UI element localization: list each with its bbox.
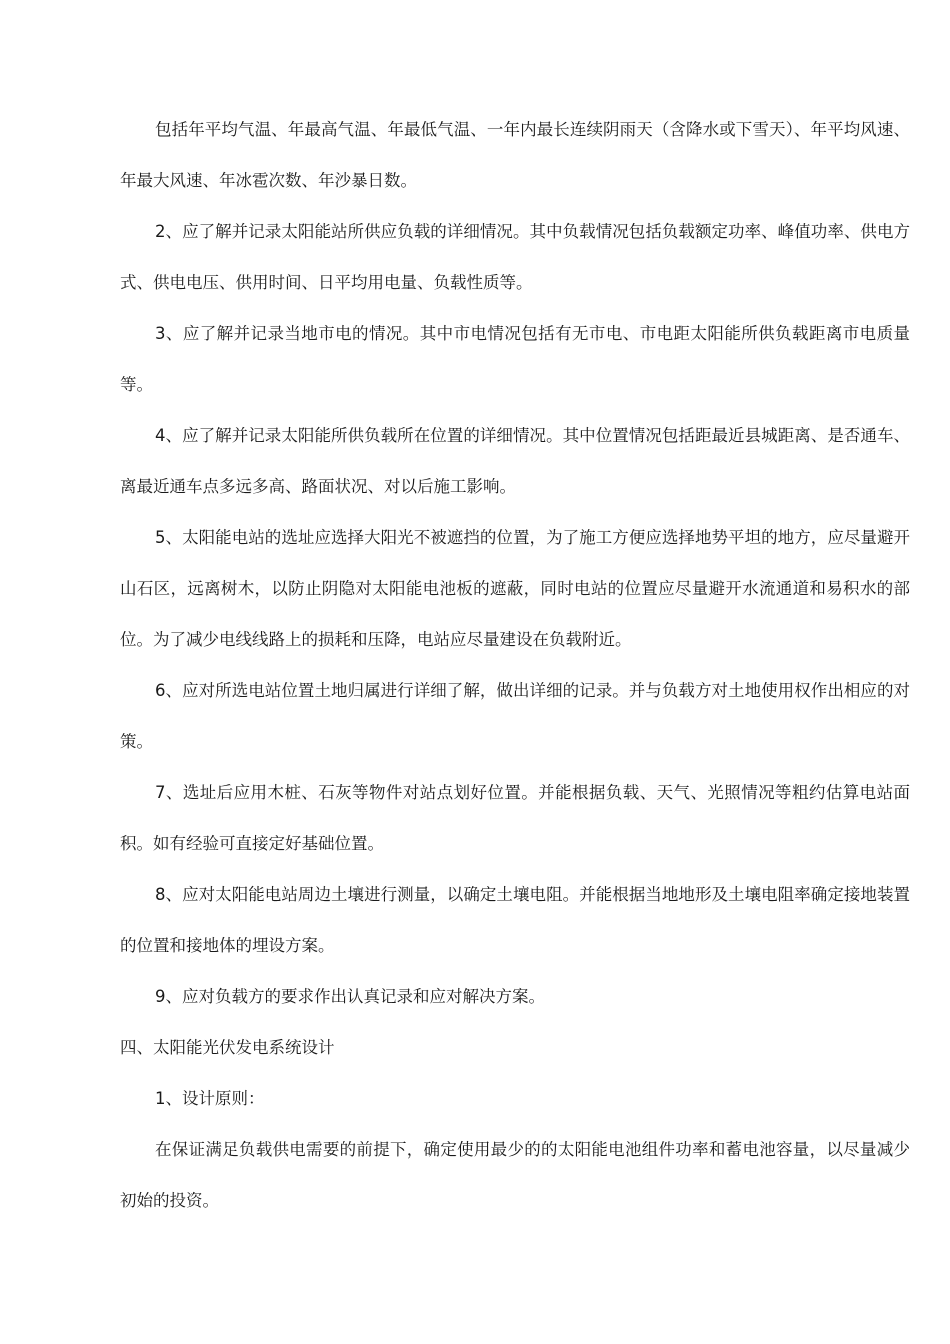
paragraph-item-5-site-selection: 5、太阳能电站的选址应选择大阳光不被遮挡的位置，为了施工方便应选择地势平坦的地方，应尽量避开山石区，远离树木，以防止阴隐对太阳能电池板的遮蔽，同时电站的位置应尽量避开水流通道和易积水的部位。为了减少电线线路上的损耗和压降，电站应尽量建设在负载附近。	[120, 528, 910, 649]
section-heading-system-design: 四、太阳能光伏发电系统设计	[120, 1038, 335, 1057]
paragraph-item-8-soil: 8、应对太阳能电站周边土壤进行测量，以确定土壤电阻。并能根据当地地形及土壤电阻率确定接地装置的位置和接地体的埋设方案。	[120, 885, 910, 955]
paragraph-item-7-marking: 7、选址后应用木桩、石灰等物件对站点划好位置。并能根据负载、天气、光照情况等粗约估算电站面积。如有经验可直接定好基础位置。	[120, 783, 910, 853]
paragraph-item-4-location: 4、应了解并记录太阳能所供负载所在位置的详细情况。其中位置情况包括距最近县城距离、是否通车、离最近通车点多远多高、路面状况、对以后施工影响。	[120, 426, 910, 496]
paragraph-item-6-land: 6、应对所选电站位置土地归属进行详细了解，做出详细的记录。并与负载方对土地使用权作出相应的对策。	[120, 681, 910, 751]
subheading-design-principles: 1、设计原则：	[155, 1089, 265, 1108]
paragraph-item-9-requirements: 9、应对负载方的要求作出认真记录和应对解决方案。	[155, 987, 545, 1006]
paragraph-climate-factors: 包括年平均气温、年最高气温、年最低气温、一年内最长连续阴雨天（含降水或下雪天）、年平均风速、年最大风速、年冰雹次数、年沙暴日数。	[120, 120, 910, 190]
paragraph-item-2-load: 2、应了解并记录太阳能站所供应负载的详细情况。其中负载情况包括负载额定功率、峰值功率、供电方式、供电电压、供用时间、日平均用电量、负载性质等。	[120, 222, 910, 292]
paragraph-item-3-grid: 3、应了解并记录当地市电的情况。其中市电情况包括有无市电、市电距太阳能所供负载距离市电质量等。	[120, 324, 910, 394]
document-body	[120, 104, 910, 1226]
paragraph-design-principles: 在保证满足负载供电需要的前提下，确定使用最少的的太阳能电池组件功率和蓄电池容量，以尽量减少初始的投资。	[120, 1140, 910, 1210]
